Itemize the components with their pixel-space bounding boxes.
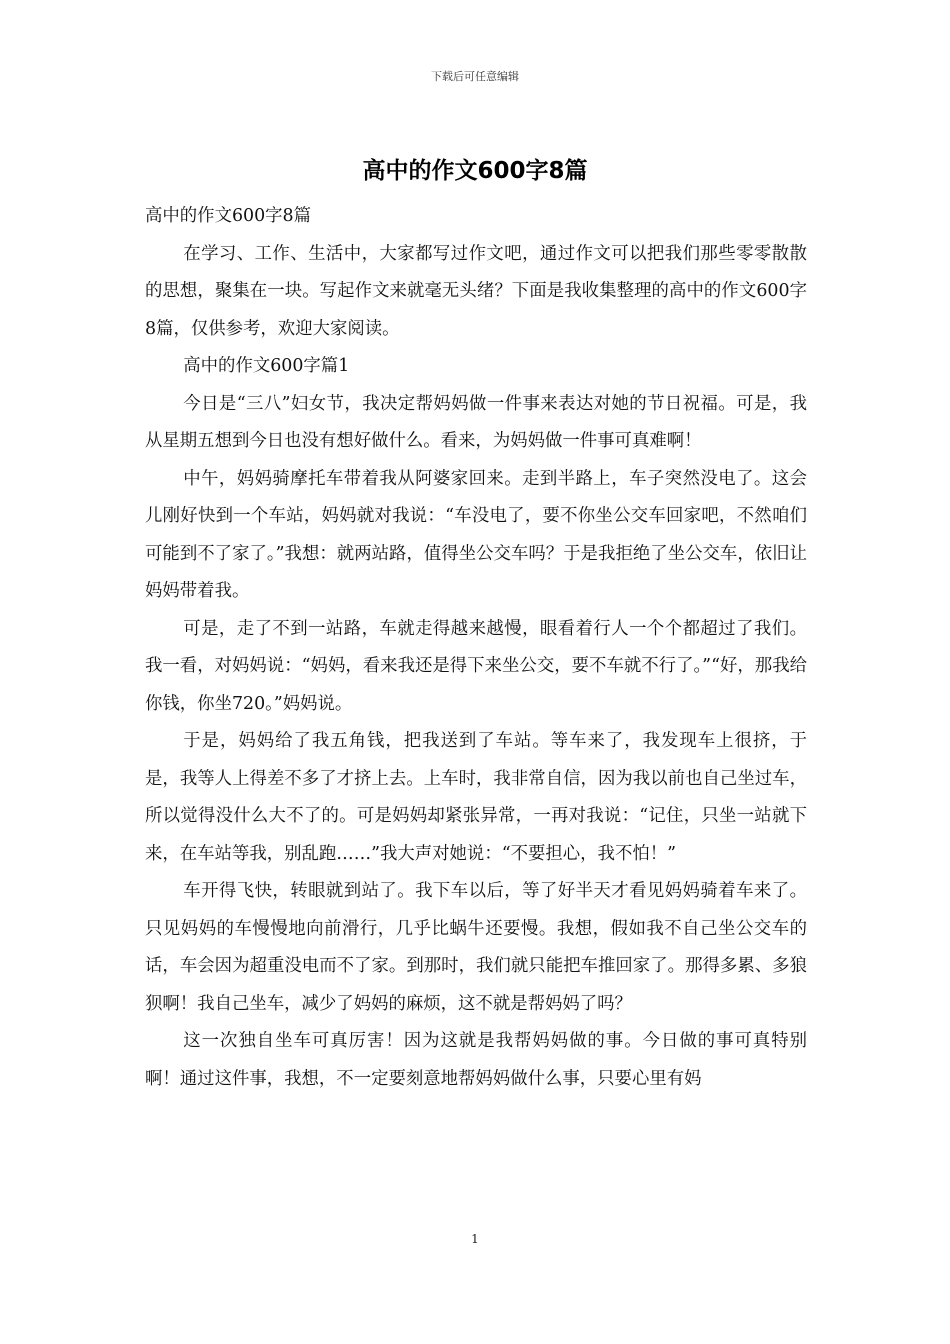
document-title: 高中的作文600字8篇 [362, 158, 588, 184]
paragraph: 高中的作文600字8篇 [145, 206, 311, 226]
paragraph: 车开得飞快，转眼就到站了。我下车以后，等了好半天才看见妈妈骑着车来了。只见妈妈的车慢慢地向前滑行，几乎比蜗牛还要慢。我想，假如我不自己坐公交车的话，车会因为超重没电而不了家。到那时，我们就只能把车推回家了。那得多累、多狼狈啊！我自己坐车，减少了妈妈的麻烦，这不就是帮妈妈了吗？ [145, 881, 807, 1014]
paragraph: 高中的作文600字篇1 [183, 356, 350, 376]
header-note: 下载后可任意编辑 [431, 70, 519, 83]
paragraph: 于是，妈妈给了我五角钱，把我送到了车站。等车来了，我发现车上很挤，于是，我等人上得差不多了才挤上去。上车时，我非常自信，因为我以前也自己坐过车，所以觉得没什么大不了的。可是妈妈却紧张异常，一再对我说：“记住，只坐一站就下来，在车站等我，别乱跑……”我大声对她说：“不要担心，我不怕！” [145, 731, 807, 864]
page-number: 1 [471, 1232, 479, 1246]
document-body [145, 198, 807, 1098]
paragraph: 这一次独自坐车可真厉害！因为这就是我帮妈妈做的事。今日做的事可真特别啊！通过这件事，我想，不一定要刻意地帮妈妈做什么事，只要心里有妈 [145, 1031, 807, 1089]
paragraph: 在学习、工作、生活中，大家都写过作文吧，通过作文可以把我们那些零零散散的思想，聚集在一块。写起作文来就毫无头绪？下面是我收集整理的高中的作文600字8篇，仅供参考，欢迎大家阅读。 [145, 243, 807, 339]
paragraph: 中午，妈妈骑摩托车带着我从阿婆家回来。走到半路上，车子突然没电了。这会儿刚好快到一个车站，妈妈就对我说：“车没电了，要不你坐公交车回家吧，不然咱们可能到不了家了。”我想：就两站路，值得坐公交车吗？于是我拒绝了坐公交车，依旧让妈妈带着我。 [145, 468, 807, 601]
paragraph: 今日是“三八”妇女节，我决定帮妈妈做一件事来表达对她的节日祝福。可是，我从星期五想到今日也没有想好做什么。看来，为妈妈做一件事可真难啊！ [145, 393, 807, 451]
paragraph: 可是，走了不到一站路，车就走得越来越慢，眼看着行人一个个都超过了我们。我一看，对妈妈说：“妈妈，看来我还是得下来坐公交，要不车就不行了。”“好，那我给你钱，你坐720。”妈妈说。 [145, 618, 807, 714]
